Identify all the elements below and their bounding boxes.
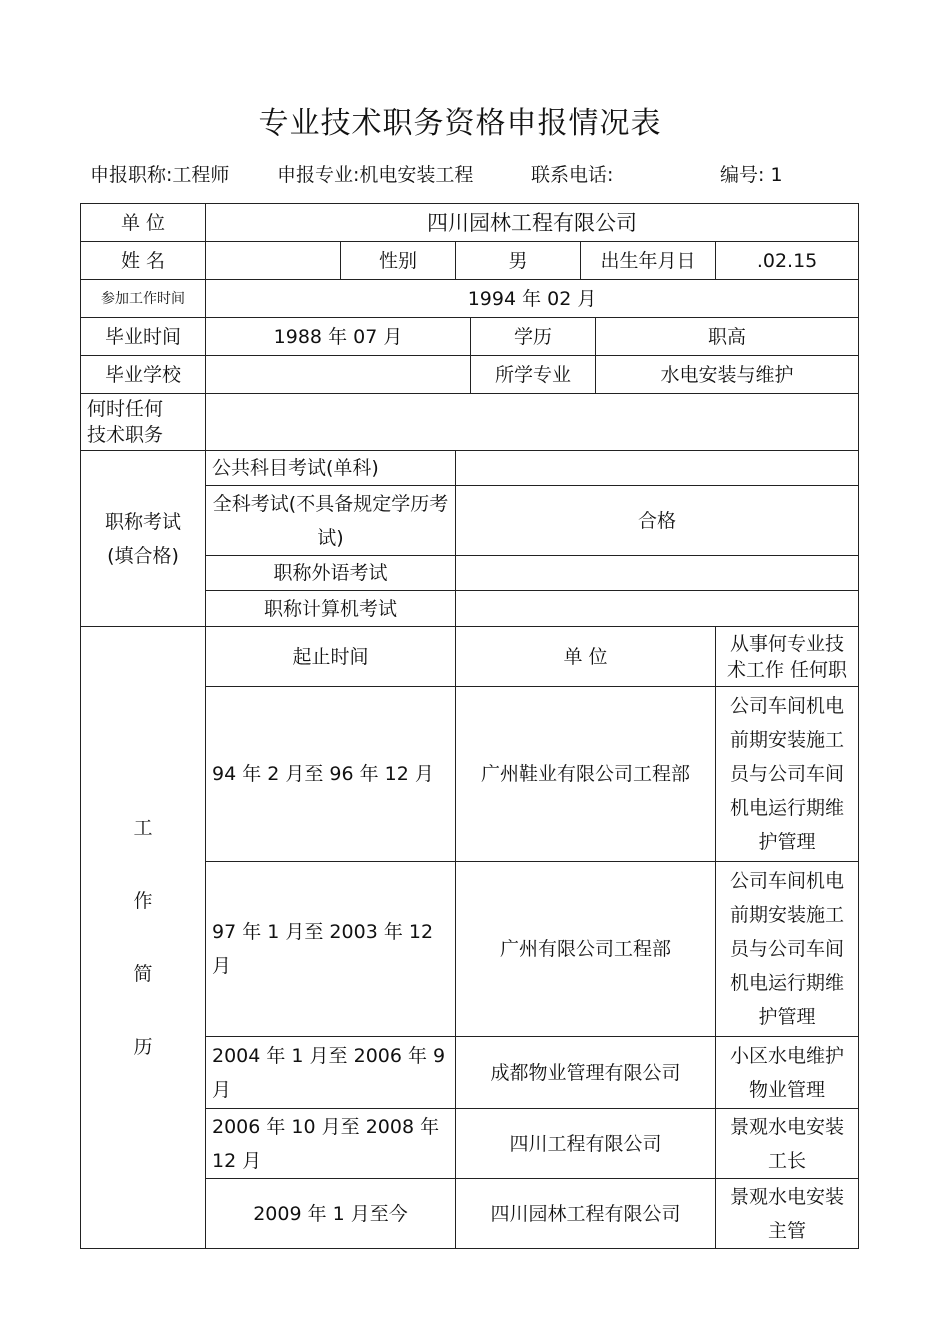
school-label: 毕业学校 [81, 356, 206, 394]
applied-title [90, 160, 229, 187]
position-when-label-line2: 技术职务 [87, 424, 164, 446]
name-label: 姓 名 [81, 242, 206, 280]
form-number-value: 1 [770, 164, 783, 186]
resume-period: 97 年 1 月至 2003 年 12 月 [206, 862, 456, 1037]
grad-time-label: 毕业时间 [81, 318, 206, 356]
resume-role: 公司车间机电前期安装施工员与公司车间机电运行期维护管理 [716, 862, 859, 1037]
resume-role: 景观水电安装工长 [716, 1109, 859, 1179]
resume-unit: 广州有限公司工程部 [456, 862, 716, 1037]
resume-section-char: 工 [133, 816, 153, 839]
exam-section-label-line2: (填合格) [107, 544, 179, 567]
study-major-value: 水电安装与维护 [596, 356, 859, 394]
resume-unit: 广州鞋业有限公司工程部 [456, 687, 716, 862]
row-position-when [81, 394, 859, 451]
exam-value: 合格 [456, 486, 859, 556]
exam-label: 职称计算机考试 [206, 591, 456, 627]
resume-period: 2004 年 1 月至 2006 年 9 月 [206, 1037, 456, 1109]
exam-label: 公共科目考试(单科) [206, 451, 456, 486]
resume-unit: 成都物业管理有限公司 [456, 1037, 716, 1109]
name-value [206, 242, 341, 280]
exam-section-label-line1: 职称考试 [104, 510, 181, 533]
phone-label: 联系电话: [531, 164, 614, 186]
birth-value: .02.15 [716, 242, 859, 280]
resume-section-char: 作 [133, 889, 153, 912]
education-label: 学历 [471, 318, 596, 356]
form-number-label: 编号: [720, 164, 765, 186]
unit-label-text: 单 位 [120, 211, 166, 234]
resume-unit: 四川工程有限公司 [456, 1109, 716, 1179]
resume-section-label [81, 627, 206, 1249]
resume-section-char: 简 [133, 962, 153, 985]
gender-value: 男 [456, 242, 581, 280]
birth-label: 出生年月日 [581, 242, 716, 280]
resume-period: 2009 年 1 月至今 [206, 1179, 456, 1249]
work-start-label: 参加工作时间 [81, 280, 206, 318]
resume-section-char: 历 [133, 1035, 153, 1058]
study-major-label: 所学专业 [471, 356, 596, 394]
unit-value: 四川园林工程有限公司 [206, 204, 859, 242]
exam-value [456, 591, 859, 627]
applied-title-label: 申报职称: [90, 164, 173, 186]
school-value [206, 356, 471, 394]
position-when-value [206, 394, 859, 451]
resume-role: 景观水电安装主管 [716, 1179, 859, 1249]
position-when-label [81, 394, 206, 451]
exam-value [456, 451, 859, 486]
resume-header-unit: 单 位 [456, 627, 716, 687]
gender-label: 性别 [341, 242, 456, 280]
applied-major-value: 机电安装工程 [359, 164, 474, 186]
exam-row-public [81, 451, 859, 486]
page-title: 专业技术职务资格申报情况表 [258, 106, 662, 141]
education-value: 职高 [596, 318, 859, 356]
row-name [81, 242, 859, 280]
resume-role: 公司车间机电前期安装施工员与公司车间机电运行期维护管理 [716, 687, 859, 862]
form-number [720, 160, 783, 187]
resume-period: 94 年 2 月至 96 年 12 月 [206, 687, 456, 862]
resume-unit: 四川园林工程有限公司 [456, 1179, 716, 1249]
resume-period: 2006 年 10 月至 2008 年 12 月 [206, 1109, 456, 1179]
row-school [81, 356, 859, 394]
row-unit [81, 204, 859, 242]
applied-title-value: 工程师 [172, 164, 230, 186]
grad-time-value: 1988 年 07 月 [206, 318, 471, 356]
resume-header-row [81, 627, 859, 687]
row-graduation [81, 318, 859, 356]
position-when-label-line1: 何时任何 [87, 398, 164, 420]
applied-major [277, 160, 473, 187]
resume-header-role: 从事何专业技术工作 任何职 [716, 627, 859, 687]
application-table [80, 203, 859, 1249]
exam-label: 职称外语考试 [206, 556, 456, 591]
row-work-start [81, 280, 859, 318]
unit-label [81, 204, 206, 242]
resume-role: 小区水电维护物业管理 [716, 1037, 859, 1109]
exam-value [456, 556, 859, 591]
exam-section-label [81, 451, 206, 627]
work-start-value: 1994 年 02 月 [206, 280, 859, 318]
resume-header-period: 起止时间 [206, 627, 456, 687]
exam-label: 全科考试(不具备规定学历考试) [206, 486, 456, 556]
applied-major-label: 申报专业: [277, 164, 360, 186]
